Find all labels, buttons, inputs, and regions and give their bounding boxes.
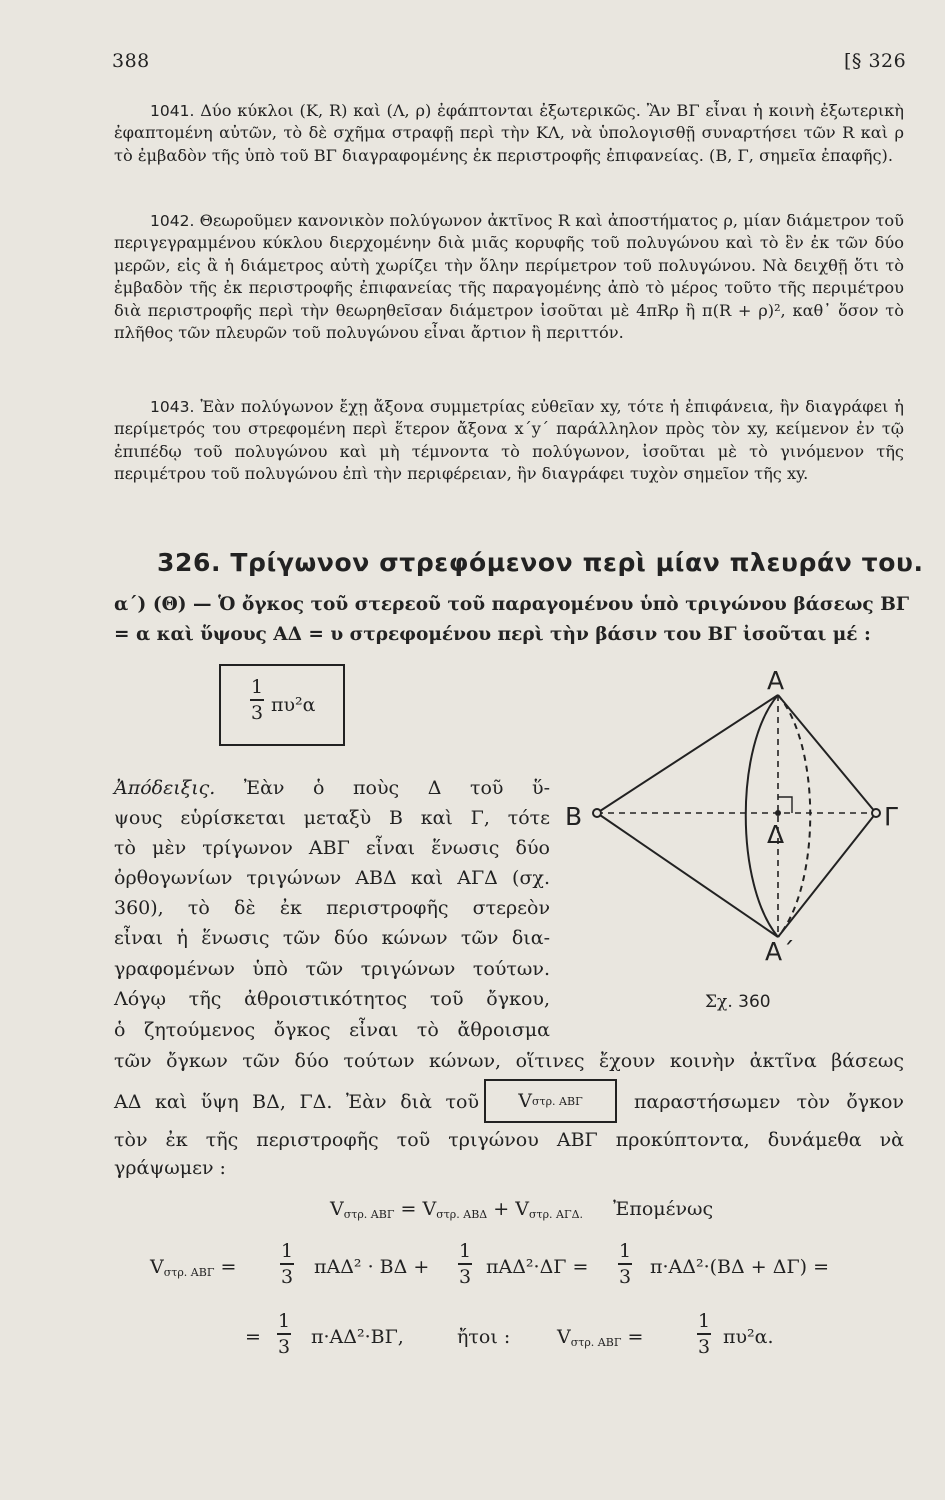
proof-line-12: τὸν ἐκ τῆς περιστροφῆς τοῦ τριγώνου ΑΒΓ προκύπτοντα, δυνάμεθα νὰ (114, 1129, 904, 1151)
figure-caption: Σχ. 360 (705, 992, 771, 1012)
exercise-1042 (114, 210, 904, 344)
exercise-number: 1043. (150, 398, 195, 416)
formula-rest: πυ²α (271, 694, 316, 716)
section-reference: [§ 326 (844, 50, 907, 72)
proof-line-10: τῶν ὄγκων τῶν δύο τούτων κώνων, οἵτινες ἔχουν κοινὴν ἀκτῖνα βάσεως (114, 1050, 904, 1072)
equation-2: $V_{\sigma\tau\rho. AB\Gamma}$ = 1 3 πΑΔ² · ΒΔ + 1 3 πΑΔ²·ΔΓ = 1 3 π·ΑΔ²·(ΒΔ + ΔΓ) = (150, 1240, 829, 1288)
edge-BA (597, 695, 778, 813)
edge-A-prime-G (778, 813, 876, 937)
exercise-text: Δύο κύκλοι (Κ, R) καὶ (Λ, ρ) ἐφάπτονται ἐξωτερικῶς. Ἂν ΒΓ εἶναι ἡ κοινὴ ἐξωτερικὴ ἐφαπτομένη αὐτῶν, τὸ δὲ σχῆμα στραφῇ περὶ τὴν ΚΛ, νὰ ὑπολογισθῇ συναρτήσει τῶν R καὶ ρ τὸ ἐμβαδὸν τῆς ὑπὸ τοῦ ΒΓ διαγραφομένης ἐκ περιστροφῆς ἐπιφανείας. (Β, Γ, σημεῖα ἐπαφῆς). (114, 101, 904, 165)
equation-3: = 1 3 π·ΑΔ²·ΒΓ, ἤτοι : $V_{\sigma\tau\rho. AB\Gamma}$ = 1 3 πυ²α. (245, 1310, 774, 1358)
fraction: 1 3 (277, 1310, 291, 1358)
fraction: 1 3 (458, 1240, 472, 1288)
label-A-prime: Α΄ (765, 937, 795, 966)
volume-formula-box (219, 664, 345, 746)
proof-line-8: Λόγῳ τῆς ἀθροιστικότητος τοῦ ὄγκου, (114, 988, 550, 1010)
page-number: 388 (112, 50, 150, 72)
equation-1: $V_{\sigma\tau\rho. AB\Gamma} = V_{\sigma\tau\rho. AB\Delta} + V_{\sigma\tau\rho. A\Gamma\Delta.}$ Ἐπομένως (330, 1198, 714, 1221)
proof-line-2: ψους εὑρίσκεται μεταξὺ Β καὶ Γ, τότε (114, 807, 550, 829)
label-D: Δ (767, 820, 785, 849)
base-circle-back (778, 695, 810, 937)
exercise-number: 1041. (150, 102, 195, 120)
fraction: 1 3 (280, 1240, 294, 1288)
base-circle-front (746, 695, 778, 937)
fraction-one-third: 1 3 (250, 676, 264, 724)
theorem-statement: α΄) (Θ) — Ὁ ὄγκος τοῦ στερεοῦ τοῦ παραγομένου ὑπὸ τριγώνου βάσεως ΒΓ = α καὶ ὕψους ΑΔ = υ στρεφομένου περὶ τὴν βάσιν του ΒΓ ἰσοῦται μέ : (114, 594, 909, 645)
exercise-1041 (114, 100, 904, 167)
exercise-number: 1042. (150, 212, 195, 230)
label-A: Α (767, 666, 785, 695)
proof-line-11: ΑΔ καὶ ὕψη ΒΔ, ΓΔ. Ἐὰν διὰ τοῦ (114, 1091, 479, 1113)
section-heading (157, 548, 924, 577)
section-number: 326. (157, 548, 222, 577)
proof-line-5: 360), τὸ δὲ ἐκ περιστροφῆς στερεὸν (114, 897, 550, 919)
section-title: Τρίγωνον στρεφόμενον περὶ μίαν πλευράν του. (230, 548, 924, 577)
edge-AG (778, 695, 876, 813)
fraction: 1 3 (697, 1310, 711, 1358)
proof-line-4: ὀρθογωνίων τριγώνων ΑΒΔ καὶ ΑΓΔ (σχ. (114, 867, 550, 889)
label-B: Β (565, 802, 583, 831)
proof-label: Ἀπόδειξις. (114, 777, 216, 799)
proof-line-6: εἶναι ἡ ἕνωσις τῶν δύο κώνων τῶν δια- (114, 927, 550, 949)
figure-360-double-cone (560, 665, 915, 985)
exercise-text: Θεωροῦμεν κανονικὸν πολύγωνον ἀκτῖνος R καὶ ἀποστήματος ρ, μίαν διάμετρον τοῦ περιγεγραμμένου κύκλου διερχομένην διὰ μιᾶς κορυφῆς τοῦ πολυγώνου καὶ τὸ ἓν ἐκ τῶν δύο μερῶν, εἰς ἃ ἡ διάμετρος αὐτὴ χωρίζει τὴν ὅλην περίμετρον τοῦ πολυγώνου. Νὰ δειχθῇ ὅτι τὸ ἐμβαδὸν τῆς ἐκ περιστροφῆς ἐπιφανείας τῆς παραγομένης ἀπὸ τὸ μέρος τοῦτο τῆς περιμέτρου διὰ περιστροφῆς περὶ τὴν θεωρηθεῖσαν διάμετρον ἰσοῦται μὲ 4πRρ ἢ π(R + ρ)², καθ᾽ ὅσον τὸ πλῆθος τῶν πλευρῶν τοῦ πολυγώνου εἶναι ἄρτιον ἢ περιττόν. (114, 211, 904, 343)
proof-line-3: τὸ μὲν τρίγωνον ΑΒΓ εἶναι ἕνωσις δύο (114, 837, 550, 859)
volume-notation-box: V στρ. ΑΒΓ (484, 1079, 617, 1123)
proof-line-9: ὁ ζητούμενος ὄγκος εἶναι τὸ ἄθροισμα (114, 1019, 550, 1041)
proof-line-11-end: παραστήσωμεν τὸν ὄγκον (634, 1091, 904, 1113)
proof-line-7: γραφομένων ὑπὸ τῶν τριγώνων τούτων. (114, 958, 550, 980)
fraction: 1 3 (618, 1240, 632, 1288)
proof-line-13: γράψωμεν : (114, 1157, 226, 1179)
exercise-1043 (114, 396, 904, 486)
label-G: Γ (884, 802, 898, 831)
proof-line-1: Ἀπόδειξις. Ἐὰν ὁ ποὺς Δ τοῦ ὕ- (114, 777, 550, 799)
right-angle-mark (778, 797, 792, 813)
exercise-text: Ἐὰν πολύγωνον ἔχῃ ἄξονα συμμετρίας εὐθεῖαν xy, τότε ἡ ἐπιφάνεια, ἣν διαγράφει ἡ περίμετρός του στρεφομένη περὶ ἕτερον ἄξονα x΄y΄ παράλληλον πρὸς τὸν xy, κείμενον ἐν τῷ ἐπιπέδῳ τοῦ πολυγώνου καὶ μὴ τέμνοντα τὸ πολύγωνον, ἰσοῦται μὲ τὸ γινόμενον τῆς περιμέτρου τοῦ πολυγώνου ἐπὶ τὴν περιφέρειαν, ἣν διαγράφει τυχὸν σημεῖον τῆς xy. (114, 397, 904, 484)
